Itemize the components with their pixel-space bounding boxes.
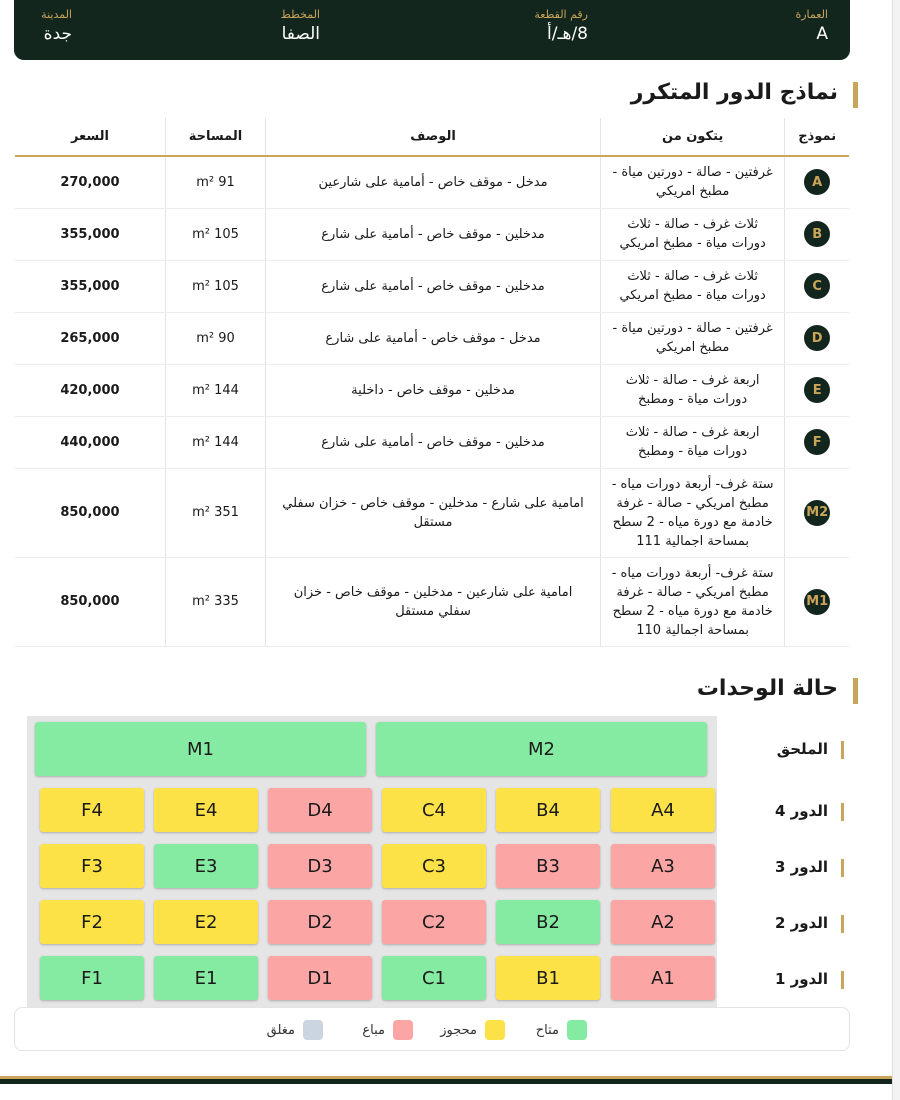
unit-c2[interactable]: C2 [382,900,486,944]
unit-f2[interactable]: F2 [40,900,144,944]
models-table [15,118,849,647]
price-cell: 420,000 [15,364,165,416]
unit-d3[interactable]: D3 [268,844,372,888]
page-edge [892,0,900,1100]
price-cell: 440,000 [15,416,165,468]
description-cell: مدخلين - موقف خاص - أمامية على شارع [266,416,601,468]
unit-b1[interactable]: B1 [496,956,600,1000]
unit-d2[interactable]: D2 [268,900,372,944]
column-header-description: الوصف [266,118,601,156]
unit-b2[interactable]: B2 [496,900,600,944]
price-cell: 850,000 [15,468,165,557]
unit-c1[interactable]: C1 [382,956,486,1000]
city-value: جدة [43,24,72,44]
building-value: A [816,24,828,44]
description-cell: مدخل - موقف خاص - أمامية على شارع [266,312,601,364]
legend-sold [362,1020,413,1040]
floor-label-1: الدور 1 [775,970,838,988]
unit-e1[interactable]: E1 [154,956,258,1000]
unit-f1[interactable]: F1 [40,956,144,1000]
model-badge: M1 [804,589,830,615]
unit-a1[interactable]: A1 [611,956,715,1000]
scheme-label: المخطط [280,8,320,21]
plot-value: 8/هـ/أ [547,24,588,44]
unit-f4[interactable]: F4 [40,788,144,832]
composition-cell: اربعة غرف - صالة - ثلاث دورات مياة - ومطبخ [600,364,784,416]
table-row[interactable] [15,156,849,208]
column-header-area: المساحة [165,118,265,156]
unit-e3[interactable]: E3 [154,844,258,888]
model-badge: C [804,273,830,299]
building-cell [795,8,828,44]
scheme-value: الصفا [281,24,320,44]
model-cell [785,156,849,208]
table-row[interactable] [15,208,849,260]
floor-label-4: الدور 4 [775,802,838,820]
area-cell: 105 m² [165,260,265,312]
model-cell [785,416,849,468]
column-header-composition: يتكون من [600,118,784,156]
table-row[interactable] [15,557,849,646]
building-label: العمارة [795,8,828,21]
model-cell [785,468,849,557]
table-row[interactable] [15,312,849,364]
table-row[interactable] [15,468,849,557]
model-cell [785,557,849,646]
floor-label-3: الدور 3 [775,858,838,876]
unit-d1[interactable]: D1 [268,956,372,1000]
model-badge: F [804,429,830,455]
model-badge: D [804,325,830,351]
description-cell: امامية على شارعين - مدخلين - موقف خاص - خزان سفلي مستقل [266,557,601,646]
legend-reserved-label: محجوز [440,1022,477,1038]
table-header-row [15,118,849,156]
unit-b3[interactable]: B3 [496,844,600,888]
description-cell: مدخلين - موقف خاص - أمامية على شارع [266,208,601,260]
unit-m2[interactable]: M2 [376,722,707,776]
unit-c4[interactable]: C4 [382,788,486,832]
plot-cell [534,8,588,44]
area-cell: 144 m² [165,364,265,416]
unit-e4[interactable]: E4 [154,788,258,832]
legend-closed [267,1020,323,1040]
composition-cell: ستة غرف- أربعة دورات مياه - مطبخ امريكي - صالة - غرفة خادمة مع دورة مياه - 2 سطح بمساحة اجمالية 111 [600,468,784,557]
table-row[interactable] [15,364,849,416]
city-cell [41,8,72,44]
unit-m1[interactable]: M1 [35,722,366,776]
table-row[interactable] [15,260,849,312]
area-cell: 105 m² [165,208,265,260]
legend-available-label: متاح [535,1022,559,1038]
unit-f3[interactable]: F3 [40,844,144,888]
price-cell: 270,000 [15,156,165,208]
unit-a2[interactable]: A2 [611,900,715,944]
area-cell: 351 m² [165,468,265,557]
city-label: المدينة [41,8,72,21]
unit-c3[interactable]: C3 [382,844,486,888]
reserved-swatch [485,1020,505,1040]
composition-cell: غرفتين - صالة - دورتين مياة - مطبخ امريكي [600,156,784,208]
column-header-model: نموذج [785,118,849,156]
models-section-title: نماذج الدور المتكرر [631,80,850,105]
units-grid [27,716,717,1010]
unit-d4[interactable]: D4 [268,788,372,832]
description-cell: مدخلين - موقف خاص - داخلية [266,364,601,416]
legend-closed-label: مغلق [266,1022,295,1038]
area-cell: 335 m² [165,557,265,646]
column-header-price: السعر [15,118,165,156]
unit-a3[interactable]: A3 [611,844,715,888]
model-cell [785,364,849,416]
available-swatch [567,1020,587,1040]
composition-cell: غرفتين - صالة - دورتين مياة - مطبخ امريكي [600,312,784,364]
price-cell: 355,000 [15,260,165,312]
model-cell [785,312,849,364]
closed-swatch [303,1020,323,1040]
composition-cell: ثلاث غرف - صالة - ثلاث دورات مياة - مطبخ امريكي [600,260,784,312]
model-cell [785,208,849,260]
area-cell: 91 m² [165,156,265,208]
description-cell: مدخلين - موقف خاص - أمامية على شارع [266,260,601,312]
plot-label: رقم القطعة [534,8,588,21]
units-section-title: حالة الوحدات [697,676,850,701]
price-cell: 850,000 [15,557,165,646]
legend-available [536,1020,587,1040]
sold-swatch [393,1020,413,1040]
floor-label-annex: الملحق [777,740,838,758]
composition-cell: ثلاث غرف - صالة - ثلاث دورات مياة - مطبخ امريكي [600,208,784,260]
floor-label-2: الدور 2 [775,914,838,932]
description-cell: امامية على شارع - مدخلين - موقف خاص - خزان سفلي مستقل [266,468,601,557]
composition-cell: ستة غرف- أربعة دورات مياه - مطبخ امريكي - صالة - غرفة خادمة مع دورة مياه - 2 سطح بمساحة اجمالية 110 [600,557,784,646]
model-badge: E [804,377,830,403]
area-cell: 144 m² [165,416,265,468]
unit-b4[interactable]: B4 [496,788,600,832]
footer-divider [0,1076,892,1084]
unit-a4[interactable]: A4 [611,788,715,832]
model-badge: M2 [804,500,830,526]
status-legend [14,1007,850,1051]
composition-cell: اربعة غرف - صالة - ثلاث دورات مياة - ومطبخ [600,416,784,468]
area-cell: 90 m² [165,312,265,364]
model-badge: A [804,169,830,195]
table-row[interactable] [15,416,849,468]
property-header [14,0,850,60]
model-badge: B [804,221,830,247]
model-cell [785,260,849,312]
scheme-cell [281,8,320,44]
unit-e2[interactable]: E2 [154,900,258,944]
description-cell: مدخل - موقف خاص - أمامية على شارعين [266,156,601,208]
legend-reserved [440,1020,505,1040]
price-cell: 355,000 [15,208,165,260]
price-cell: 265,000 [15,312,165,364]
legend-sold-label: مباع [362,1022,385,1038]
